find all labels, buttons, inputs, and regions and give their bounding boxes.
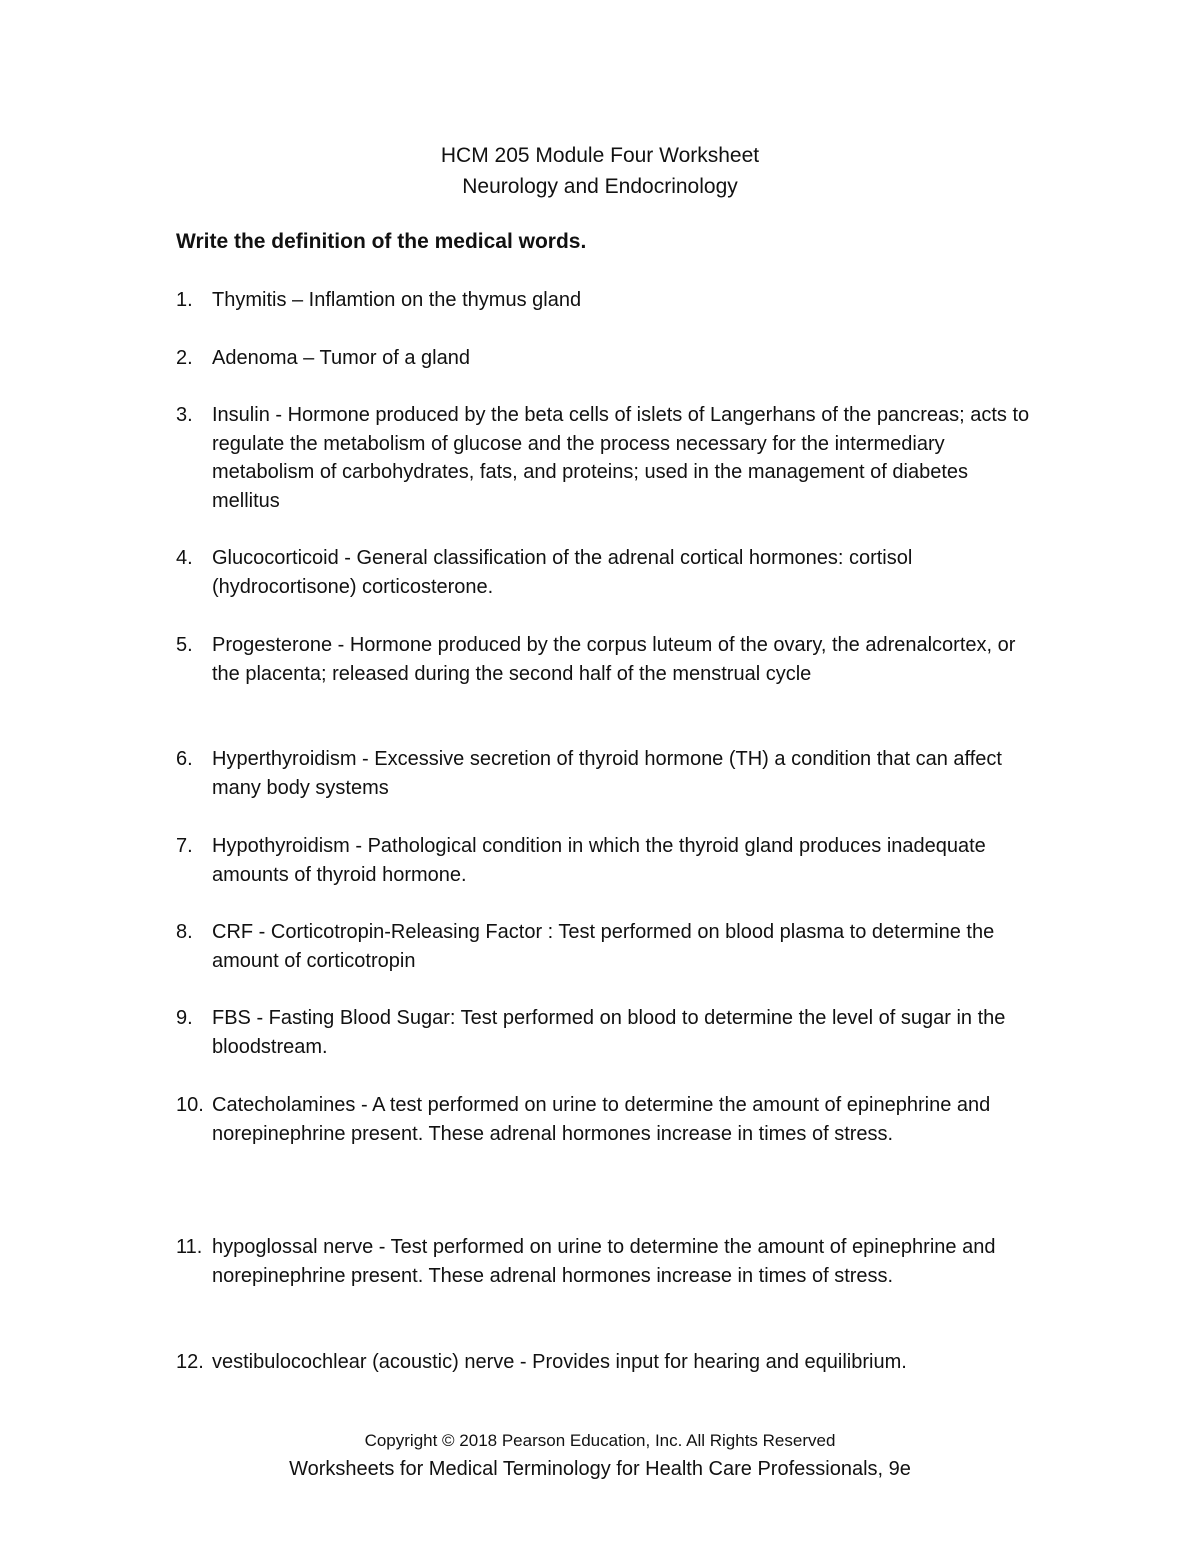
item-number: 12. [176,1351,204,1373]
item-text: vestibulocochlear (acoustic) nerve - Provides input for hearing and equilibrium. [212,1351,907,1373]
item-text: Hypothyroidism - Pathological condition in which the thyroid gland produces inadequate amounts of thyroid hormone. [212,835,986,886]
item-number: 5. [176,634,193,656]
item-number: 4. [176,547,193,569]
item-text: FBS - Fasting Blood Sugar: Test performed on blood to determine the level of sugar in the bloodstream. [212,1007,1006,1058]
copyright-notice: Copyright © 2018 Pearson Education, Inc. All Rights Reserved [364,1431,836,1450]
instructions: Write the definition of the medical words. [176,230,587,253]
list-item-3 [176,401,1036,516]
item-text: Insulin - Hormone produced by the beta cells of islets of Langerhans of the pancreas; acts to regulate the metabolism of glucose and the process necessary for the intermediary metabolism of carbohydrates, fats, and proteins; used in the management of diabetes mellitus [212,404,1030,513]
list-item-10 [176,1091,1036,1148]
item-text: Catecholamines - A test performed on urine to determine the amount of epinephrine and norepinephrine present. These adrenal hormones increase in times of stress. [212,1094,991,1145]
item-number: 10. [176,1094,204,1116]
item-number: 6. [176,748,193,770]
item-text: hypoglossal nerve - Test performed on urine to determine the amount of epinephrine and norepinephrine present. These adrenal hormones increase in times of stress. [212,1236,996,1287]
item-text: Adenoma – Tumor of a gland [212,347,470,369]
item-text: CRF - Corticotropin-Releasing Factor : Test performed on blood plasma to determine the amount of corticotropin [212,921,995,972]
list-item-11 [176,1233,1036,1290]
book-title: Worksheets for Medical Terminology for Health Care Professionals, 9e [289,1458,911,1480]
list-item-5 [176,631,1036,688]
worksheet-title: HCM 205 Module Four Worksheet [440,144,760,167]
item-text: Thymitis – Inflamtion on the thymus gland [212,289,582,311]
item-text: Glucocorticoid - General classification of the adrenal cortical hormones: cortisol (hydrocortisone) corticosterone. [212,547,913,598]
list-item-1 [176,286,1036,315]
list-item-7 [176,832,1036,889]
item-number: 1. [176,289,193,311]
list-item-8 [176,918,1036,975]
item-number: 7. [176,835,193,857]
list-item-2 [176,344,1036,373]
item-number: 8. [176,921,193,943]
page-footer [0,1428,1200,1484]
item-number: 9. [176,1007,193,1029]
item-text: Hyperthyroidism - Excessive secretion of thyroid hormone (TH) a condition that can affect many body systems [212,748,1002,799]
list-item-4 [176,544,1036,601]
item-number: 11. [176,1236,203,1258]
item-text: Progesterone - Hormone produced by the corpus luteum of the ovary, the adrenalcortex, or the placenta; released during the second half of the menstrual cycle [212,634,1016,685]
worksheet-subtitle: Neurology and Endocrinology [462,175,738,198]
item-number: 3. [176,404,193,426]
worksheet-header [0,140,1200,202]
list-item-9 [176,1004,1036,1061]
item-number: 2. [176,347,193,369]
list-item-12 [176,1348,1036,1377]
list-item-6 [176,745,1036,802]
